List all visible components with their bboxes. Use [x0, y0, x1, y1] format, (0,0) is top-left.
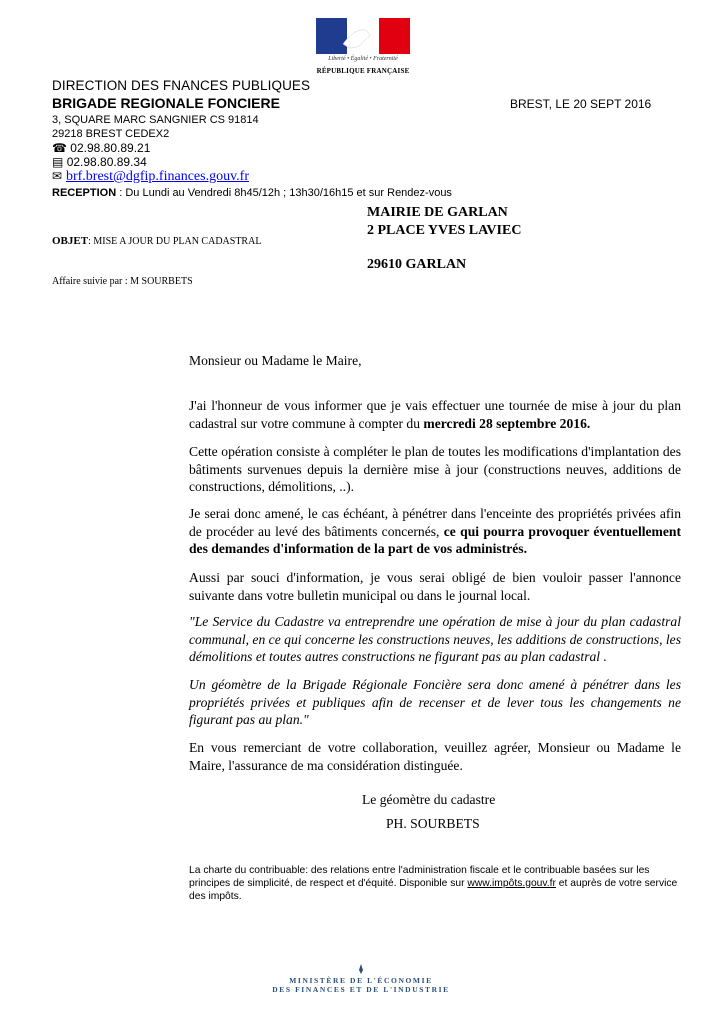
paragraph-1-date: mercredi 28 septembre 2016.: [423, 415, 591, 431]
letter-date: [510, 97, 651, 111]
fax-icon: ▤: [52, 155, 64, 169]
fax-number: 02.98.80.89.34: [66, 155, 147, 169]
recipient-line-3: 29610 GARLAN: [367, 257, 467, 272]
announcement-paragraph-1: "Le Service du Cadastre va entreprendre une opération de mise à jour du plan cadastral communal, en ce qui concerne les constructions neuves, les additions de constructions, les démolitions et toutes autres constructions ne figurant pas au plan cadastral .: [189, 614, 681, 665]
marianne-logo: [316, 18, 410, 78]
paragraph-1: [189, 397, 681, 432]
paragraph-1-text: J'ai l'honneur de vous informer que je vais effectuer une tournée de mise à jour du plan cadastral sur votre commune à compter du: [189, 398, 681, 431]
paragraph-3-bold: ce qui pourra provoquer éventuellement des demandes d'information de la part de vos administrés.: [189, 523, 681, 557]
objet-text: : MISE A JOUR DU PLAN CADASTRAL: [88, 236, 262, 247]
telephone-icon: ☎: [52, 141, 67, 155]
recipient-line-2: 2 PLACE YVES LAVIEC: [367, 223, 522, 238]
ministry-logo: [256, 964, 466, 994]
date-city: BREST, LE: [510, 97, 571, 111]
affaire-suivie: Affaire suivie par : M SOURBETS: [52, 276, 193, 287]
reception-text: : Du Lundi au Vendredi 8h45/12h ; 13h30/16h15 et sur Rendez-vous: [116, 187, 452, 199]
phone-number: 02.98.80.89.21: [70, 141, 151, 155]
signatory-title: Le géomètre du cadastre: [362, 792, 496, 807]
tricolor-flag: [316, 18, 410, 54]
direction-heading: DIRECTION DES FNANCES PUBLIQUES: [52, 78, 311, 93]
paragraph-3-text: Je serai donc amené, le cas échéant, à pénétrer dans l'enceinte des propriétés privées afin de procéder au levé des bâtiments concernés,: [189, 506, 681, 539]
marianne-profile-icon: [339, 18, 371, 54]
ministry-emblem-icon: [354, 964, 368, 974]
address-line-2: 29218 BREST CEDEX2: [52, 128, 170, 140]
paragraph-3: [189, 505, 681, 558]
republic-name: RÉPUBLIQUE FRANÇAISE: [316, 67, 410, 75]
closing-paragraph: En vous remerciant de votre collaboration, veuillez agréer, Monsieur ou Madame le Maire, l'assurance de ma considération distinguée.: [189, 740, 681, 773]
recipient-line-1: MAIRIE DE GARLAN: [367, 205, 508, 220]
email-link[interactable]: brf.brest@dgfip.finances.gouv.fr: [65, 169, 249, 184]
salutation: Monsieur ou Madame le Maire,: [189, 353, 362, 368]
email-row: [52, 167, 249, 185]
brigade-heading: BRIGADE REGIONALE FONCIERE: [52, 95, 280, 111]
announcement-paragraph-2: Un géomètre de la Brigade Régionale Foncière sera donc amené à pénétrer dans les propriétés privées et publiques afin de recenser et de lever tous les changements ne figurant pas au plan.": [189, 677, 681, 728]
charte-text-end: et auprès de votre service des impôts.: [189, 878, 678, 902]
signatory-name: PH. SOURBETS: [386, 816, 480, 831]
objet-line: [52, 235, 261, 247]
charte-contribuable: [189, 864, 683, 903]
impots-link[interactable]: www.impôts.gouv.fr: [467, 878, 556, 889]
paragraph-2: Cette opération consiste à compléter le plan de toutes les modifications d'implantation des bâtiments survenues depuis la dernière mise à jour (constructions neuves, additions de constructions, démolitions, ..).: [189, 444, 681, 495]
paragraph-4: Aussi par souci d'information, je vous serai obligé de bien vouloir passer l'annonce suivante dans votre bulletin municipal ou dans le journal local.: [189, 570, 681, 603]
ministry-line-2: DES FINANCES ET DE L'INDUSTRIE: [272, 985, 450, 994]
envelope-icon: ✉: [52, 169, 63, 183]
date-value: 20 SEPT 2016: [573, 97, 652, 111]
reception-hours: [52, 187, 452, 199]
ministry-line-1: MINISTÈRE DE L'ÉCONOMIE: [289, 976, 433, 985]
charte-text: La charte du contribuable: des relations entre l'administration fiscale et le contribuable basées sur les principes de simplicité, de respect et d'équité. Disponible sur: [189, 865, 650, 889]
objet-label: OBJET: [52, 235, 89, 247]
republic-motto: Liberté • Égalité • Fraternité: [328, 56, 398, 62]
reception-label: RECEPTION: [52, 187, 117, 199]
phone-row: [52, 141, 150, 155]
address-line-1: 3, SQUARE MARC SANGNIER CS 91814: [52, 114, 259, 126]
